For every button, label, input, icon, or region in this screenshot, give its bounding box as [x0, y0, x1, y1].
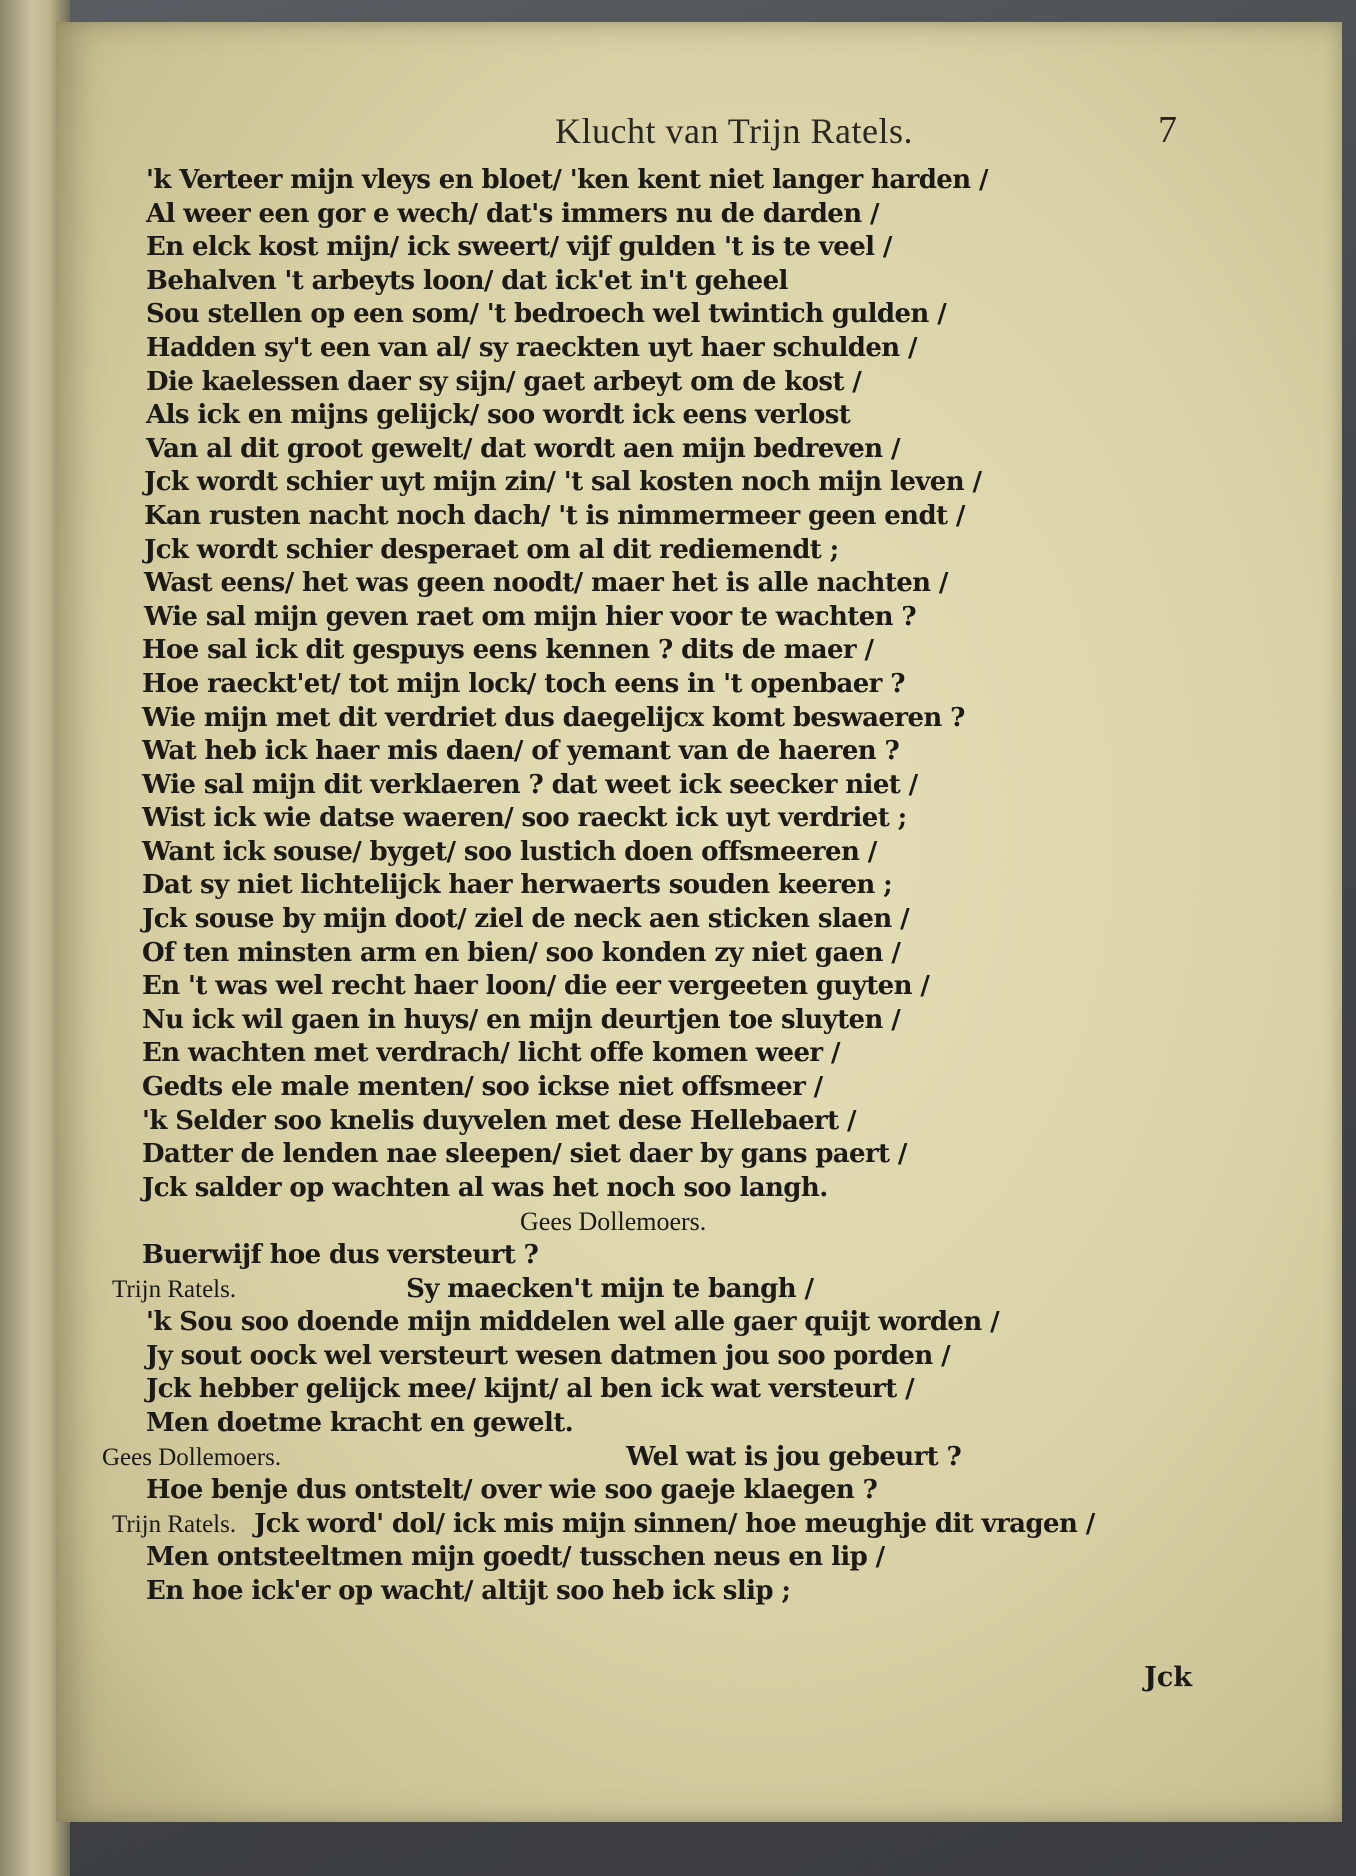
verse-line: Wist ick wie datse waeren/ soo raeckt ick uyt verdriet ;: [142, 803, 907, 834]
verse-line: 'k Verteer mijn vleys en bloet/ 'ken kent niet langer harden /: [146, 165, 988, 195]
verse-line: Want ick souse/ byget/ soo lustich doen offsmeeren /: [142, 836, 877, 867]
verse-line: Wie mijn met dit verdriet dus daegelijcx komt beswaeren ?: [142, 702, 965, 733]
verse-line: Of ten minsten arm en bien/ soo konden zy niet gaen /: [142, 937, 901, 968]
speaker-label: Gees Dollemoers.: [102, 1443, 282, 1471]
verse-line: Behalven 't arbeyts loon/ dat ick'et in't geheel: [146, 265, 788, 296]
catchword: Jck: [1144, 1662, 1192, 1693]
dialogue-line: Jck word' dol/ ick mis mijn sinnen/ hoe meughje dit vragen /: [254, 1508, 1095, 1539]
verse-line: Hoe sal ick dit gespuys eens kennen ? dits de maer /: [142, 635, 874, 666]
dialogue-line: Hoe benje dus ontstelt/ over wie soo gaeje klaegen ?: [146, 1475, 878, 1506]
verse-line: Hadden sy't een van al/ sy raeckten uyt haer schulden /: [146, 332, 917, 363]
verse-line: Wat heb ick haer mis daen/ of yemant van de haeren ?: [142, 736, 900, 767]
verse-line: Gedts ele male menten/ soo ickse niet offsmeer /: [142, 1072, 823, 1103]
speaker-heading: Gees Dollemoers.: [520, 1207, 707, 1237]
speaker-label: Trijn Ratels.: [112, 1510, 237, 1538]
verse-line: 'k Selder soo knelis duyvelen met dese Hellebaert /: [142, 1105, 856, 1136]
running-title: Klucht van Trijn Ratels.: [554, 111, 913, 151]
verse-line: Kan rusten nacht noch dach/ 't is nimmermeer geen endt /: [144, 500, 965, 531]
verse-line: Als ick en mijns gelijck/ soo wordt ick eens verlost: [146, 400, 851, 431]
dialogue-row: [112, 1508, 1232, 1542]
verse-line: Wast eens/ het was geen noodt/ maer het is alle nachten /: [144, 568, 948, 599]
verse-line: Jck wordt schier uyt mijn zin/ 't sal kosten noch mijn leven /: [144, 467, 982, 498]
verse-line: Wie sal mijn dit verklaeren ? dat weet ick seecker niet /: [142, 769, 918, 800]
verse-line: Nu ick wil gaen in huys/ en mijn deurtjen toe sluyten /: [142, 1004, 901, 1035]
dialogue-line: Jy sout oock wel versteurt wesen datmen jou soo porden /: [146, 1340, 951, 1371]
verse-line: Datter de lenden nae sleepen/ siet daer by gans paert /: [142, 1139, 907, 1170]
dialogue-row: [112, 1273, 1232, 1307]
dialogue-line: Wel wat is jou gebeurt ?: [626, 1441, 962, 1472]
speaker-label: Trijn Ratels.: [112, 1275, 237, 1303]
dialogue-line: Men ontsteeltmen mijn goedt/ tusschen neus en lip /: [146, 1542, 885, 1573]
verse-line: En wachten met verdrach/ licht offe komen weer /: [142, 1038, 840, 1069]
book-page: [56, 22, 1342, 1822]
running-head: [56, 110, 1342, 152]
verse-line: Jck souse by mijn doot/ ziel de neck aen sticken slaen /: [142, 904, 910, 935]
dialogue-row: [102, 1441, 1222, 1475]
verse-line: Jck wordt schier desperaet om al dit rediemendt ;: [144, 534, 839, 565]
dialogue-line: Jck hebber gelijck mee/ kijnt/ al ben ick wat versteurt /: [146, 1374, 914, 1405]
verse-line: En 't was wel recht haer loon/ die eer vergeeten guyten /: [142, 971, 930, 1002]
verse-line: Die kaelessen daer sy sijn/ gaet arbeyt om de kost /: [146, 366, 862, 397]
dialogue-line: 'k Sou soo doende mijn middelen wel alle gaer quijt worden /: [146, 1307, 1000, 1338]
verse-line: Jck salder op wachten al was het noch soo langh.: [142, 1172, 828, 1203]
verse-line: Wie sal mijn geven raet om mijn hier voor te wachten ?: [144, 601, 917, 632]
verse-line: Al weer een gor e wech/ dat's immers nu de darden /: [146, 198, 879, 229]
dialogue-line: Buerwijf hoe dus versteurt ?: [142, 1240, 539, 1270]
verse-block: [102, 164, 1262, 1609]
dialogue-line: Sy maecken't mijn te bangh /: [406, 1273, 814, 1304]
verse-line: Sou stellen op een som/ 't bedroech wel twintich gulden /: [146, 299, 947, 330]
verse-line: En elck kost mijn/ ick sweert/ vijf gulden 't is te veel /: [146, 232, 892, 263]
verse-line: Dat sy niet lichtelijck haer herwaerts souden keeren ;: [142, 870, 893, 901]
dialogue-line: Men doetme kracht en gewelt.: [146, 1407, 574, 1438]
page-number: 7: [1158, 109, 1177, 151]
dialogue-line: En hoe ick'er op wacht/ altijt soo heb ick slip ;: [146, 1575, 791, 1606]
verse-line: Hoe raeckt'et/ tot mijn lock/ toch eens in 't openbaer ?: [142, 668, 905, 699]
verse-line: Van al dit groot gewelt/ dat wordt aen mijn bedreven /: [146, 433, 900, 464]
